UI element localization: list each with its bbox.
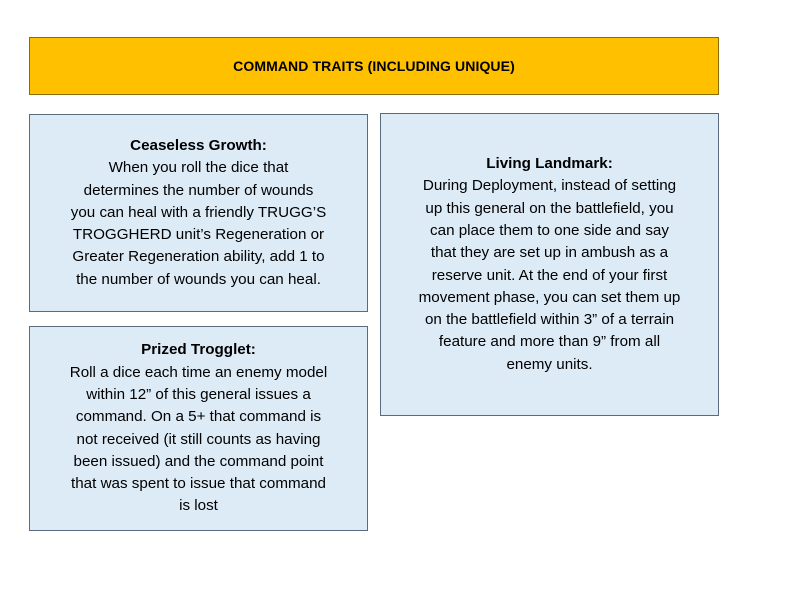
trait-card-living-landmark (380, 113, 719, 416)
section-header (29, 37, 719, 95)
section-title: COMMAND TRAITS (INCLUDING UNIQUE) (233, 58, 515, 74)
trait-card-ceaseless-growth (29, 114, 368, 312)
trait-title: Prized Trogglet: (141, 341, 256, 359)
trait-description: During Deployment, instead of setting up this general on the battlefield, you can place them to one side and say that they are set up in ambush as a reserve unit. At the end of your first movement phase, you can set them up on the battlefield within 3” of a terrain feature and more than 9” from all enemy units. (418, 177, 681, 373)
trait-title: Ceaseless Growth: (130, 136, 267, 154)
trait-title: Living Landmark: (486, 155, 613, 173)
trait-description: When you roll the dice that determines the number of wounds you can heal with a friendly TRUGG’S TROGGHERD unit’s Regeneration or Greater Regeneration ability, add 1 to the number of wounds you can heal. (70, 159, 327, 288)
trait-card-prized-trogglet (29, 326, 368, 531)
trait-description: Roll a dice each time an enemy model within 12” of this general issues a command. On a 5+ that command is not received (it still counts as having been issued) and the command point that was spent to issue that command is lost (69, 363, 328, 515)
